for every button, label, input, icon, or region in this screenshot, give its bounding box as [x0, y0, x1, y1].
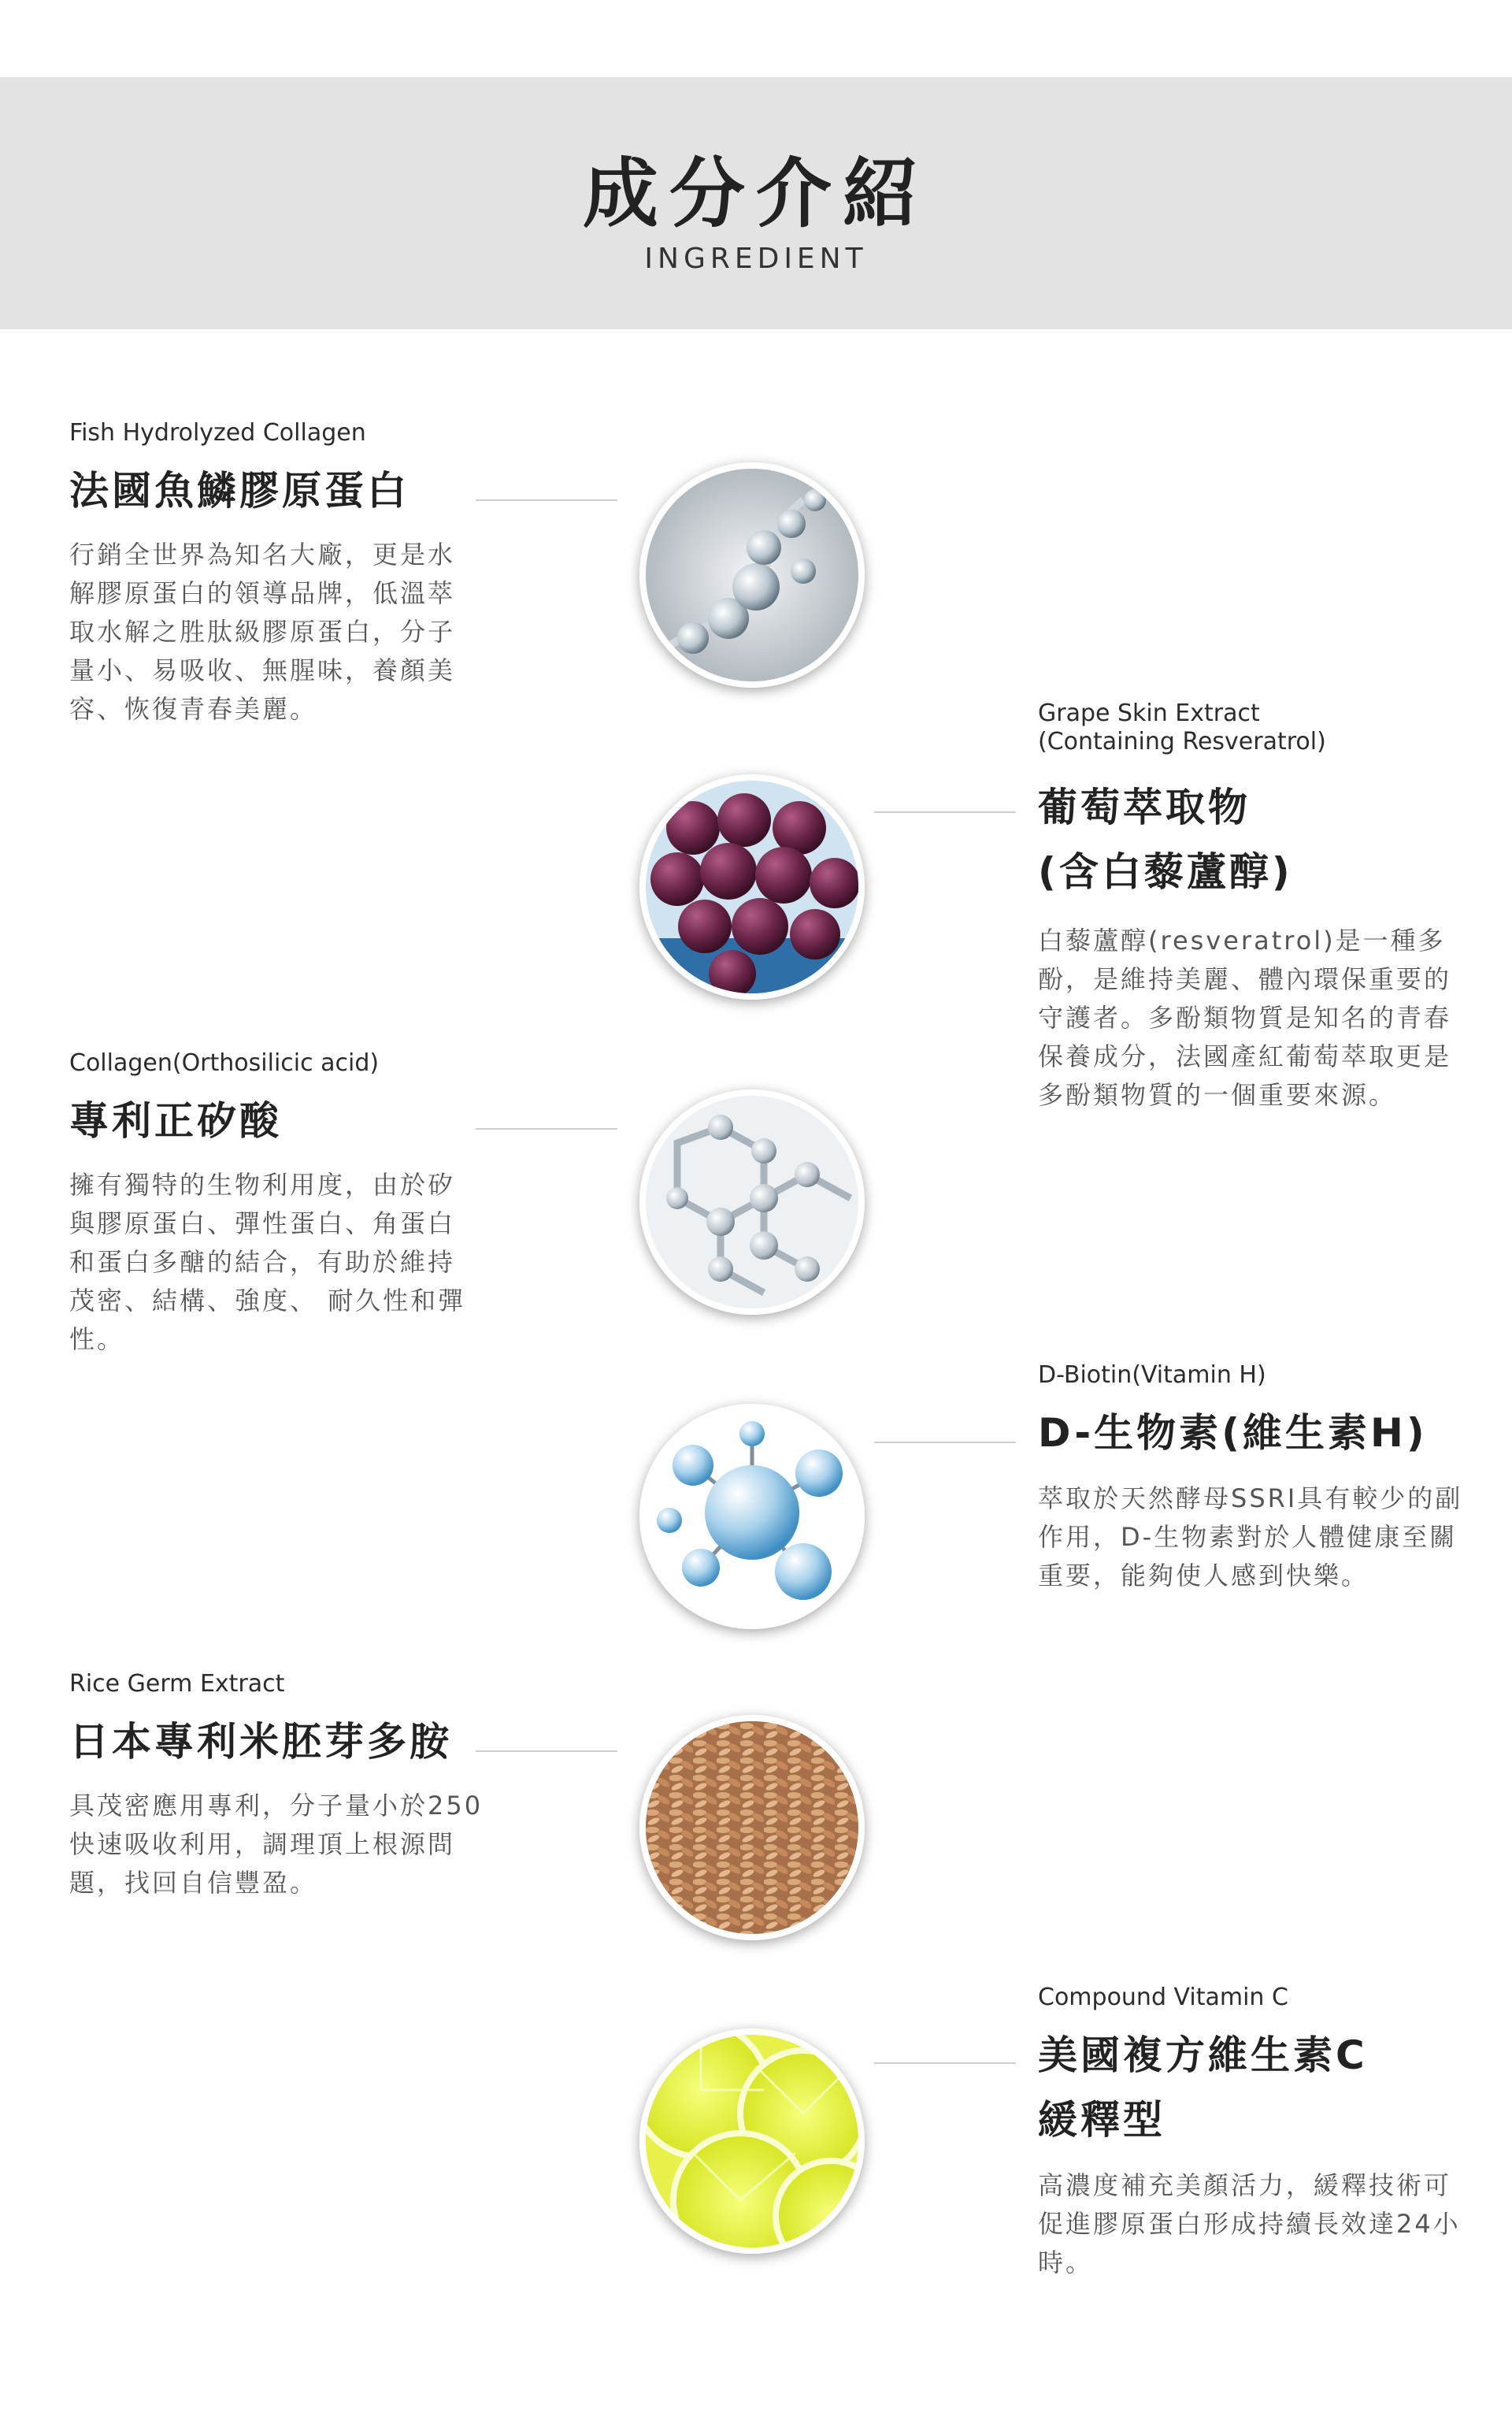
connector-line: [874, 1442, 1016, 1443]
rice-icon: [639, 1715, 865, 1940]
connector-line: [476, 1128, 617, 1130]
connector-line: [874, 2062, 1016, 2064]
biotin-molecule-icon: [639, 1404, 865, 1629]
ingredient-zh-name: D-生物素(維生素H): [1038, 1410, 1428, 1456]
ingredient-en-name: Fish Hydrolyzed Collagen: [69, 419, 366, 447]
ingredient-grape-extract: [1038, 700, 1463, 1115]
ingredient-zh-name: 葡萄萃取物 (含白藜蘆醇): [1038, 785, 1293, 895]
ingredient-en-name: Grape Skin Extract (Containing Resveratrol): [1038, 700, 1326, 755]
ingredient-en-name: Collagen(Orthosilicic acid): [69, 1049, 380, 1077]
ingredient-vitamin-c: [1038, 1984, 1463, 2282]
ingredient-description: 萃取於天然酵母SSRI具有較少的副作用，D-生物素對於人體健康至關重要，能夠使人感到快樂。: [1038, 1483, 1463, 1590]
collagen-molecule-icon: [639, 462, 865, 688]
ingredient-description: 高濃度補充美顏活力，緩釋技術可促進膠原蛋白形成持續長效達24小時。: [1038, 2170, 1461, 2277]
page-title: 成分介紹: [583, 150, 929, 238]
ingredient-zh-name: 日本專利米胚芽多胺: [69, 1719, 452, 1765]
ingredient-zh-name: 美國複方維生素C 緩釋型: [1038, 2032, 1368, 2143]
grape-icon: [639, 774, 865, 1000]
ingredient-en-name: Rice Germ Extract: [69, 1670, 285, 1698]
ingredient-orthosilicic-acid: [69, 1049, 495, 1359]
ingredient-fish-collagen: [69, 419, 479, 729]
ingredient-d-biotin: [1038, 1361, 1463, 1595]
ingredient-en-name: D-Biotin(Vitamin H): [1038, 1361, 1266, 1389]
ingredient-description: 白藜蘆醇(resveratrol)是一種多酚，是維持美麗、體內環保重要的守護者。多酚類物質是知名的青春保養成分，法國產紅葡萄萃取更是多酚類物質的一個重要來源。: [1038, 926, 1452, 1110]
ingredient-rice-germ: [69, 1670, 510, 1902]
silicic-molecule-icon: [639, 1089, 865, 1315]
lemon-icon: [639, 2028, 865, 2254]
connector-line: [874, 811, 1016, 813]
page-subtitle: INGREDIENT: [644, 243, 868, 275]
ingredient-zh-name: 專利正矽酸: [69, 1098, 282, 1144]
ingredient-description: 行銷全世界為知名大廠，更是水解膠原蛋白的領導品牌，低溫萃取水解之胜肽級膠原蛋白，分子量小、易吸收、無腥味，養顏美容、恢復青春美麗。: [69, 540, 456, 724]
ingredient-description: 具茂密應用專利，分子量小於250快速吸收利用，調理頂上根源問題，找回自信豐盈。: [69, 1791, 484, 1898]
connector-line: [476, 1750, 617, 1752]
ingredient-en-name: Compound Vitamin C: [1038, 1984, 1288, 2011]
ingredient-zh-name: 法國魚鱗膠原蛋白: [69, 468, 410, 514]
connector-line: [476, 499, 617, 501]
ingredient-description: 擁有獨特的生物利用度，由於矽與膠原蛋白、彈性蛋白、角蛋白和蛋白多醣的結合，有助於維持茂密、結構、強度、 耐久性和彈性。: [69, 1170, 466, 1354]
